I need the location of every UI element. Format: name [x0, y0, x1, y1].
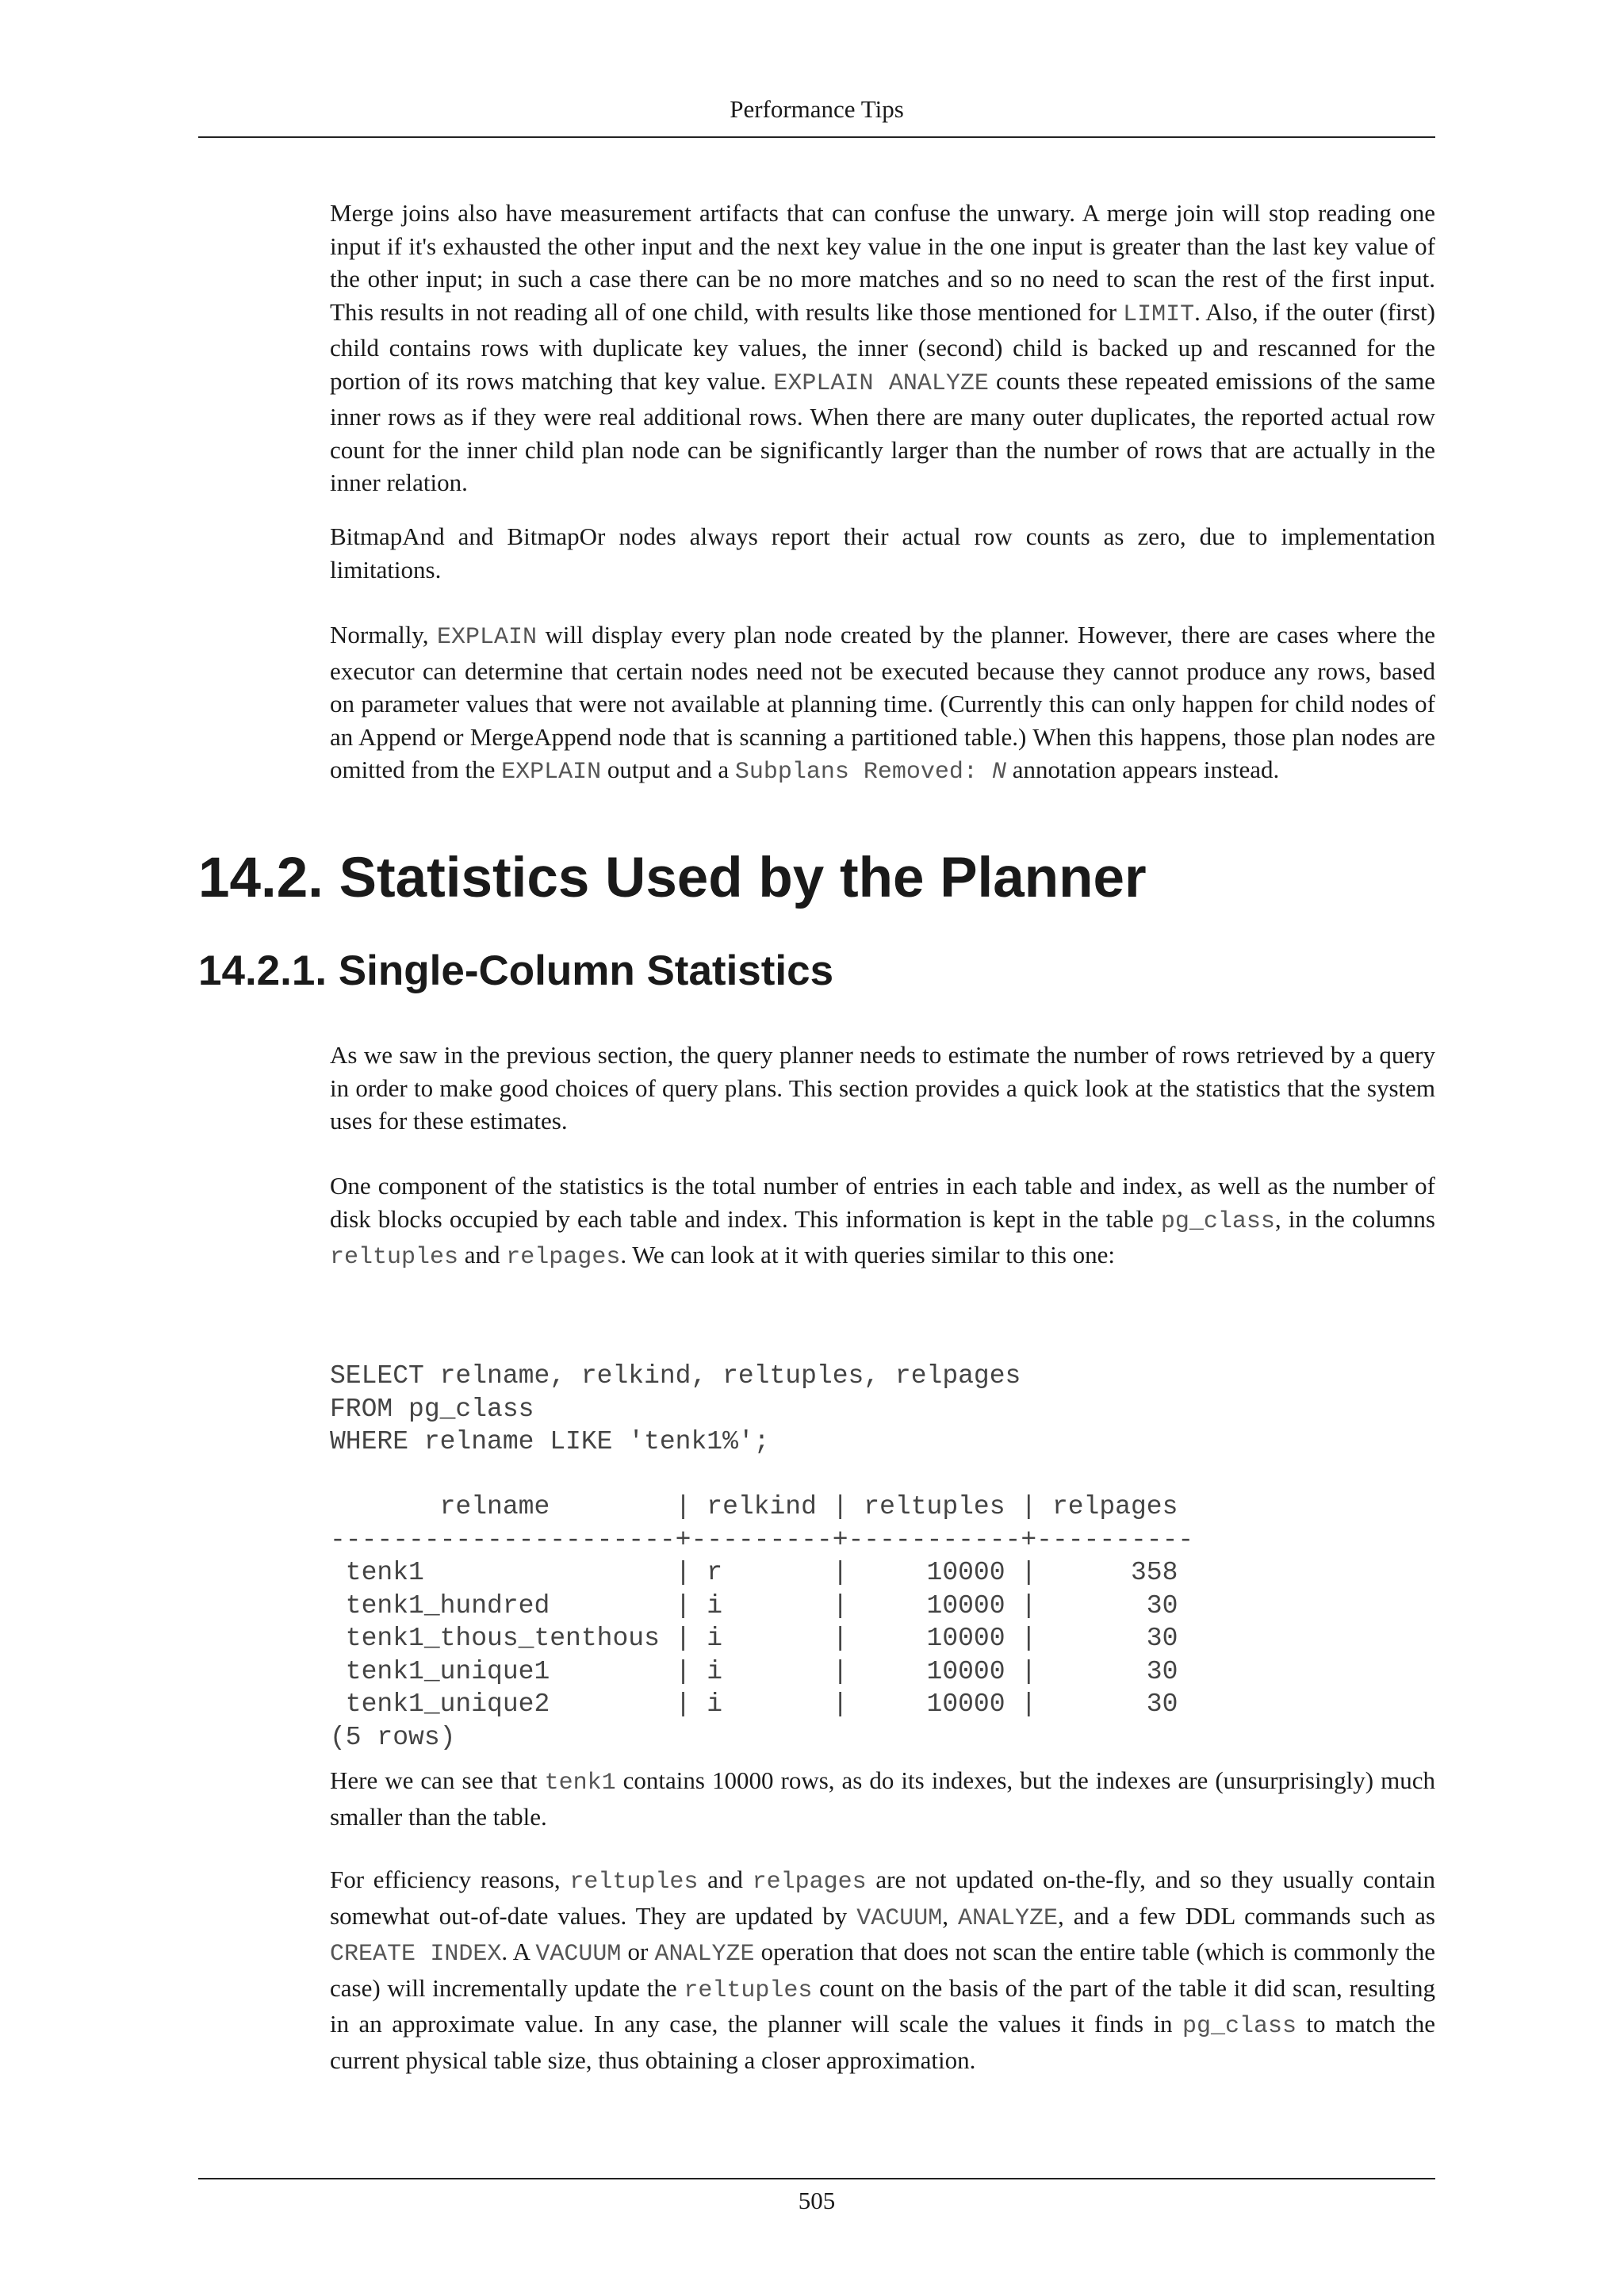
inline-code: reltuples [330, 1244, 459, 1271]
inline-code: VACUUM [535, 1941, 622, 1968]
paragraph-tenk1: Here we can see that tenk1 contains 10000 rows, as do its indexes, but the indexes are (unsurprisingly) much smaller than the table. [330, 1766, 1435, 1831]
inline-code: pg_class [1160, 1207, 1275, 1235]
inline-code: EXPLAIN [501, 759, 602, 786]
inline-code: VACUUM [856, 1904, 943, 1932]
paragraph-efficiency: For efficiency reasons, reltuples and relpages are not updated on-the-fly, and so they usually contain somewhat out-of-date values. They are updated by VACUUM, ANALYZE, and a few DDL commands such as CREATE INDEX. A VACUUM or ANALYZE operation that does not scan the entire table (which is commonly the case) will incrementally update the reltuples count on the basis of the part of the table it did scan, resulting in an approximate value. In any case, the planner will scale the values it finds in pg_class to match the current physical table size, thus obtaining a closer approximation. [330, 1866, 1436, 2074]
inline-code: ANALYZE [957, 1904, 1058, 1932]
subsection-heading: 14.2.1. Single-Column Statistics [198, 947, 834, 994]
inline-code: tenk1 [544, 1770, 616, 1797]
paragraph-merge-joins: Merge joins also have measurement artifacts that can confuse the unwary. A merge join will stop reading one input if it's exhausted the other input and the next key value in the one input is greater than the last key value of the other input; in such a case there can be no more matches and so no need to scan the rest of the first input. This results in not reading all of one child, with results like those mentioned for LIMIT. Also, if the outer (first) child contains rows with duplicate key values, the inner (second) child is backed up and rescanned for the portion of its rows matching that key value. EXPLAIN ANALYZE counts these repeated emissions of the same inner rows as if they were real additional rows. When there are many outer duplicates, the reported actual row count for the inner child plan node can be significantly larger than the number of rows that are actually in the inner relation. [330, 199, 1435, 496]
inline-code: EXPLAIN ANALYZE [773, 369, 989, 397]
section-heading: 14.2. Statistics Used by the Planner [198, 847, 1147, 909]
inline-code: relpages [752, 1869, 867, 1896]
page-number: 505 [798, 2187, 836, 2214]
paragraph-intro: As we saw in the previous section, the query planner needs to estimate the number of rows retrieved by a query in order to make good choices of query plans. This section provides a quick look at the statistics that the system uses for these estimates. [330, 1041, 1435, 1135]
inline-code-italic: N [991, 759, 1006, 786]
running-header: Performance Tips [730, 95, 904, 123]
query-result-block: relname | relkind | reltuples | relpages ----------------------+---------+-----------+---------- tenk1 | r | 10000 | 358 tenk1_hundred | i | 10000 | 30 tenk1_thous_tenthous | i | 10000 | 30 tenk1_unique1 | i | 10000 | 30 tenk1_unique2 | i | 10000 | 30 (5 rows) [330, 1492, 1194, 1752]
inline-code: CREATE INDEX [330, 1941, 502, 1968]
inline-code: relpages [506, 1244, 621, 1271]
inline-code: Subplans Removed: [734, 759, 992, 786]
inline-code: EXPLAIN [436, 624, 538, 651]
sql-query-block: SELECT relname, relkind, reltuples, relpages FROM pg_class WHERE relname LIKE 'tenk1%'; [330, 1361, 1021, 1456]
footer-rule [198, 2178, 1435, 2179]
inline-code: ANALYZE [654, 1941, 755, 1968]
paragraph-pg-class: One component of the statistics is the total number of entries in each table and index, as well as the number of disk blocks occupied by each table and index. This information is kept in the table pg_class, in the columns reltuples and relpages. We can look at it with queries similar to this one: [330, 1172, 1435, 1271]
paragraph-explain-nodes: Normally, EXPLAIN will display every plan node created by the planner. However, there are cases where the executor can determine that certain nodes need not be executed because they cannot produce any rows, based on parameter values that were not available at planning time. (Currently this can only happen for child nodes of an Append or MergeAppend node that is scanning a partitioned table.) When this happens, those plan nodes are omitted from the EXPLAIN output and a Subplans Removed: N annotation appears instead. [330, 621, 1436, 786]
inline-code: LIMIT [1123, 300, 1195, 328]
inline-code: pg_class [1182, 2013, 1297, 2040]
inline-code: reltuples [569, 1869, 699, 1896]
header-rule [198, 136, 1435, 138]
inline-code: reltuples [684, 1976, 813, 2004]
paragraph-bitmap-nodes: BitmapAnd and BitmapOr nodes always report their actual row counts as zero, due to implementation limitations. [330, 522, 1435, 584]
